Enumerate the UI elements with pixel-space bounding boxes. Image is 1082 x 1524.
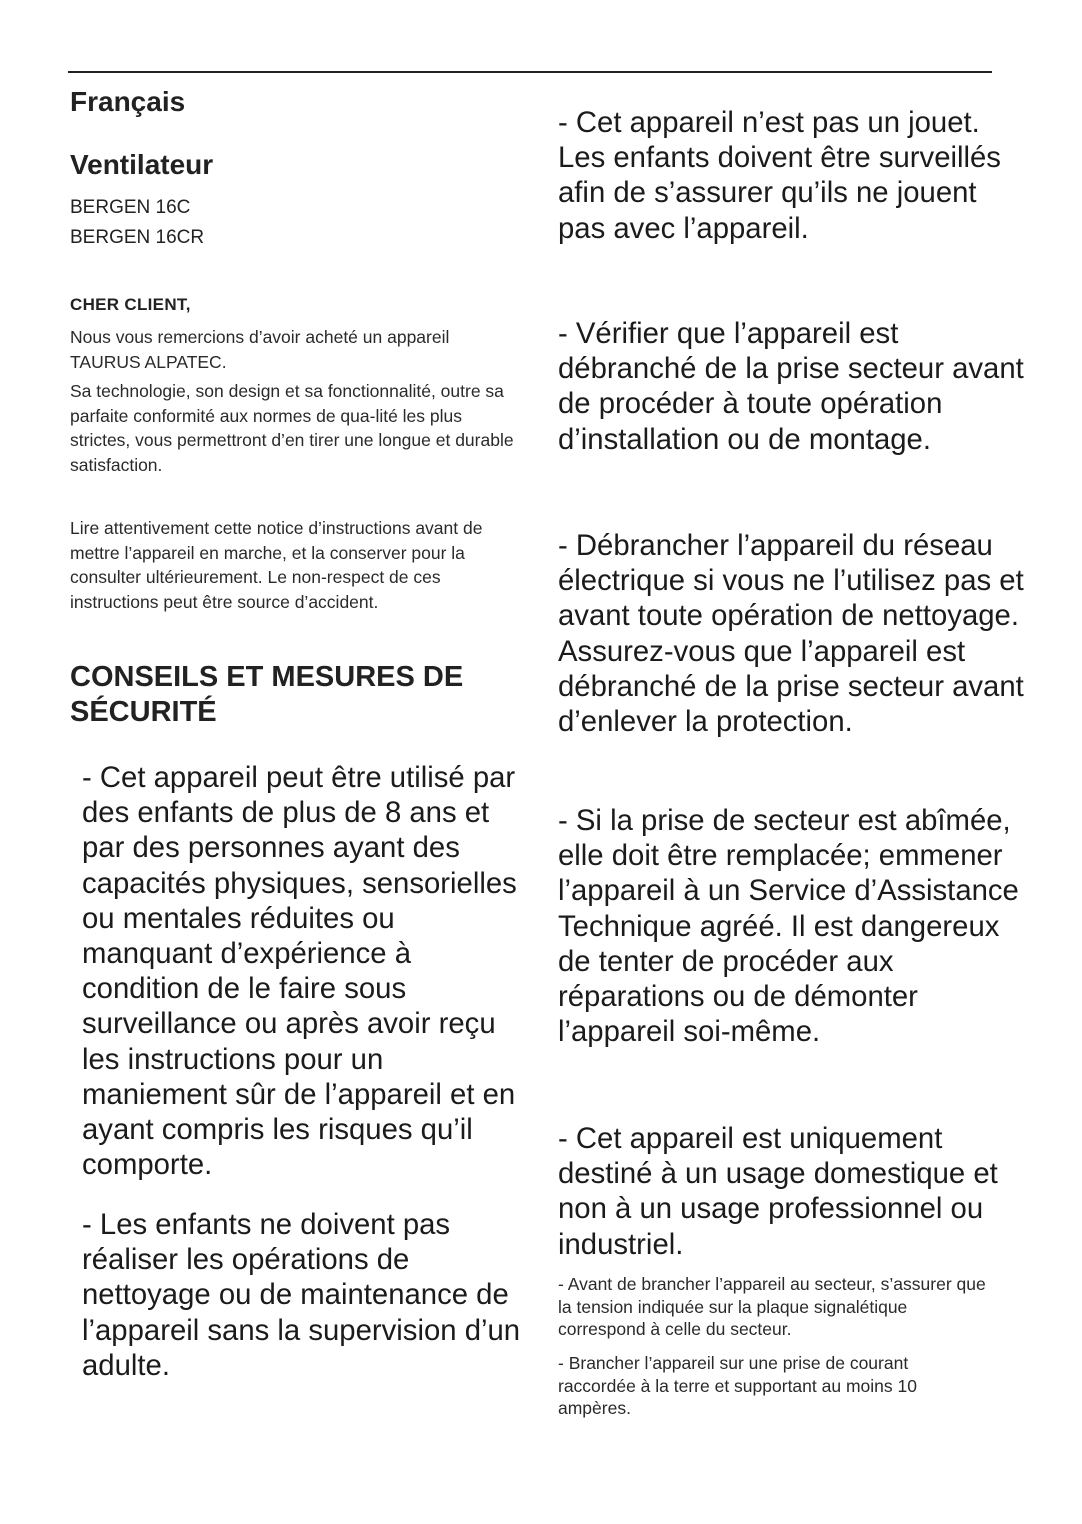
product-title: Ventilateur <box>70 149 214 180</box>
greeting: CHER CLIENT, <box>70 295 191 314</box>
safety-item: - Cet appareil n’est pas un jouet. Les enfants doivent être surveillés afin de s’assurer qu’ils ne jouent pas avec l’appareil. <box>558 106 1001 245</box>
safety-note: - Brancher l’appareil sur une prise de courant raccordée à la terre et supportant au moins 10 ampères. <box>558 1353 917 1418</box>
safety-note: - Avant de brancher l’appareil au secteur, s’assurer que la tension indiquée sur la plaque signalétique correspond à celle du secteur. <box>558 1274 986 1339</box>
model-name: BERGEN 16CR <box>70 227 205 248</box>
header-rule <box>68 71 992 73</box>
safety-item: - Si la prise de secteur est abîmée, elle doit être remplacée; emmener l’appareil à un Service d’Assistance Technique agréé. Il est dangereux de tenter de procéder aux réparations ou de démonter l’appareil soi-même. <box>558 804 1019 1049</box>
intro-thanks: Nous vous remercions d’avoir acheté un appareil TAURUS ALPATEC. <box>70 327 450 372</box>
safety-item: - Cet appareil est uniquement destiné à un usage domestique et non à un usage professionnel ou industriel. <box>558 1122 998 1261</box>
safety-section-title: CONSEILS ET MESURES DE SÉCURITÉ <box>70 661 464 728</box>
intro-read-carefully: Lire attentivement cette notice d’instructions avant de mettre l’appareil en marche, et la conserver pour la consulter ultérieurement. Le non-respect de ces instructions peut être source d’accident. <box>70 518 483 612</box>
safety-item: - Débrancher l’appareil du réseau électrique si vous ne l’utilisez pas et avant toute opération de nettoyage. Assurez-vous que l’appareil est débranché de la prise secteur avant d’enlever la protection. <box>558 529 1024 739</box>
language-heading: Français <box>70 86 186 117</box>
safety-item: - Cet appareil peut être utilisé par des enfants de plus de 8 ans et par des personnes ayant des capacités physiques, sensorielles ou mentales réduites ou manquant d’expérience à condition de le faire sous surveillance ou après avoir reçu les instructions pour un maniement sûr de l’appareil et en ayant compris les risques qu’il comporte. <box>82 761 517 1182</box>
safety-item: - Vérifier que l’appareil est débranché de la prise secteur avant de procéder à toute opération d’installation ou de montage. <box>558 317 1024 456</box>
model-name: BERGEN 16C <box>70 197 191 218</box>
intro-technology: Sa technologie, son design et sa fonctionnalité, outre sa parfaite conformité aux normes de qua-lité les plus strictes, vous permettront d’en tirer une longue et durable satisfaction. <box>70 381 514 475</box>
safety-item: - Les enfants ne doivent pas réaliser les opérations de nettoyage ou de maintenance de l’appareil sans la supervision d’un adulte. <box>82 1208 521 1382</box>
